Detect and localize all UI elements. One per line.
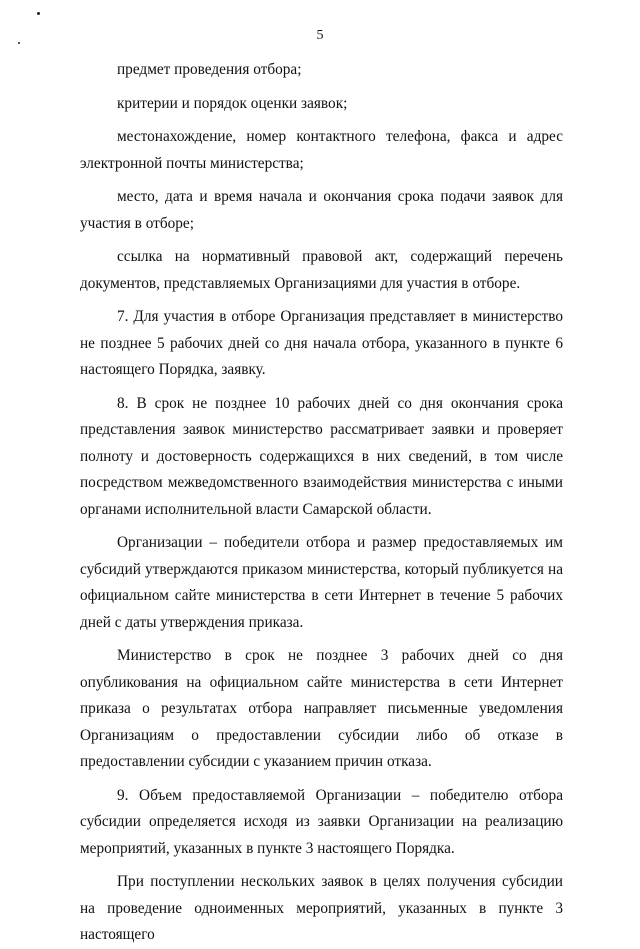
- list-item-contacts: местонахождение, номер контактного телефона, факса и адрес электронной почты министерства;: [80, 128, 563, 172]
- list-item-criteria: критерии и порядок оценки заявок;: [117, 94, 348, 112]
- clause-8: 8. В срок не позднее 10 рабочих дней со дня окончания срока представления заявок министерство рассматривает заявки и проверяет полноту и достоверность содержащихся в них сведений, в том числе посредством межведомственного взаимодействия министерства с иными органами исполнительной власти Самарской области.: [80, 394, 563, 518]
- paragraph-notification: Министерство в срок не позднее 3 рабочих дней со дня опубликования на официальном сайте министерства в сети Интернет приказа о результатах отбора направляет письменные уведомления Организациям о предоставлении субсидии либо об отказе в предоставлении субсидии с указанием причин отказа.: [80, 647, 563, 770]
- paragraph-winners: Организации – победители отбора и размер предоставляемых им субсидий утверждаются приказом министерства, который публикуется на официальном сайте министерства в сети Интернет в течение 5 рабочих дней с даты утверждения приказа.: [80, 534, 563, 631]
- list-item-deadlines: место, дата и время начала и окончания срока подачи заявок для участия в отборе;: [80, 188, 563, 232]
- paragraph-multiple-applications: При поступлении нескольких заявок в целях получения субсидии на проведение одноименных мероприятий, указанных в пункте 3 настоящего: [80, 873, 563, 943]
- clause-7: 7. Для участия в отборе Организация представляет в министерство не позднее 5 рабочих дней со дня начала отбора, указанного в пункте 6 настоящего Порядка, заявку.: [80, 308, 563, 378]
- list-item-subject: предмет проведения отбора;: [117, 61, 302, 78]
- list-item-legal-act: ссылка на нормативный правовой акт, содержащий перечень документов, представляемых Организациями для участия в отборе.: [80, 248, 563, 292]
- page-number: 5: [316, 28, 324, 43]
- clause-9: 9. Объем предоставляемой Организации – победителю отбора субсидии определяется исходя из заявки Организации на реализацию мероприятий, указанных в пункте 3 настоящего Порядка.: [80, 786, 563, 857]
- document-body: [80, 57, 563, 949]
